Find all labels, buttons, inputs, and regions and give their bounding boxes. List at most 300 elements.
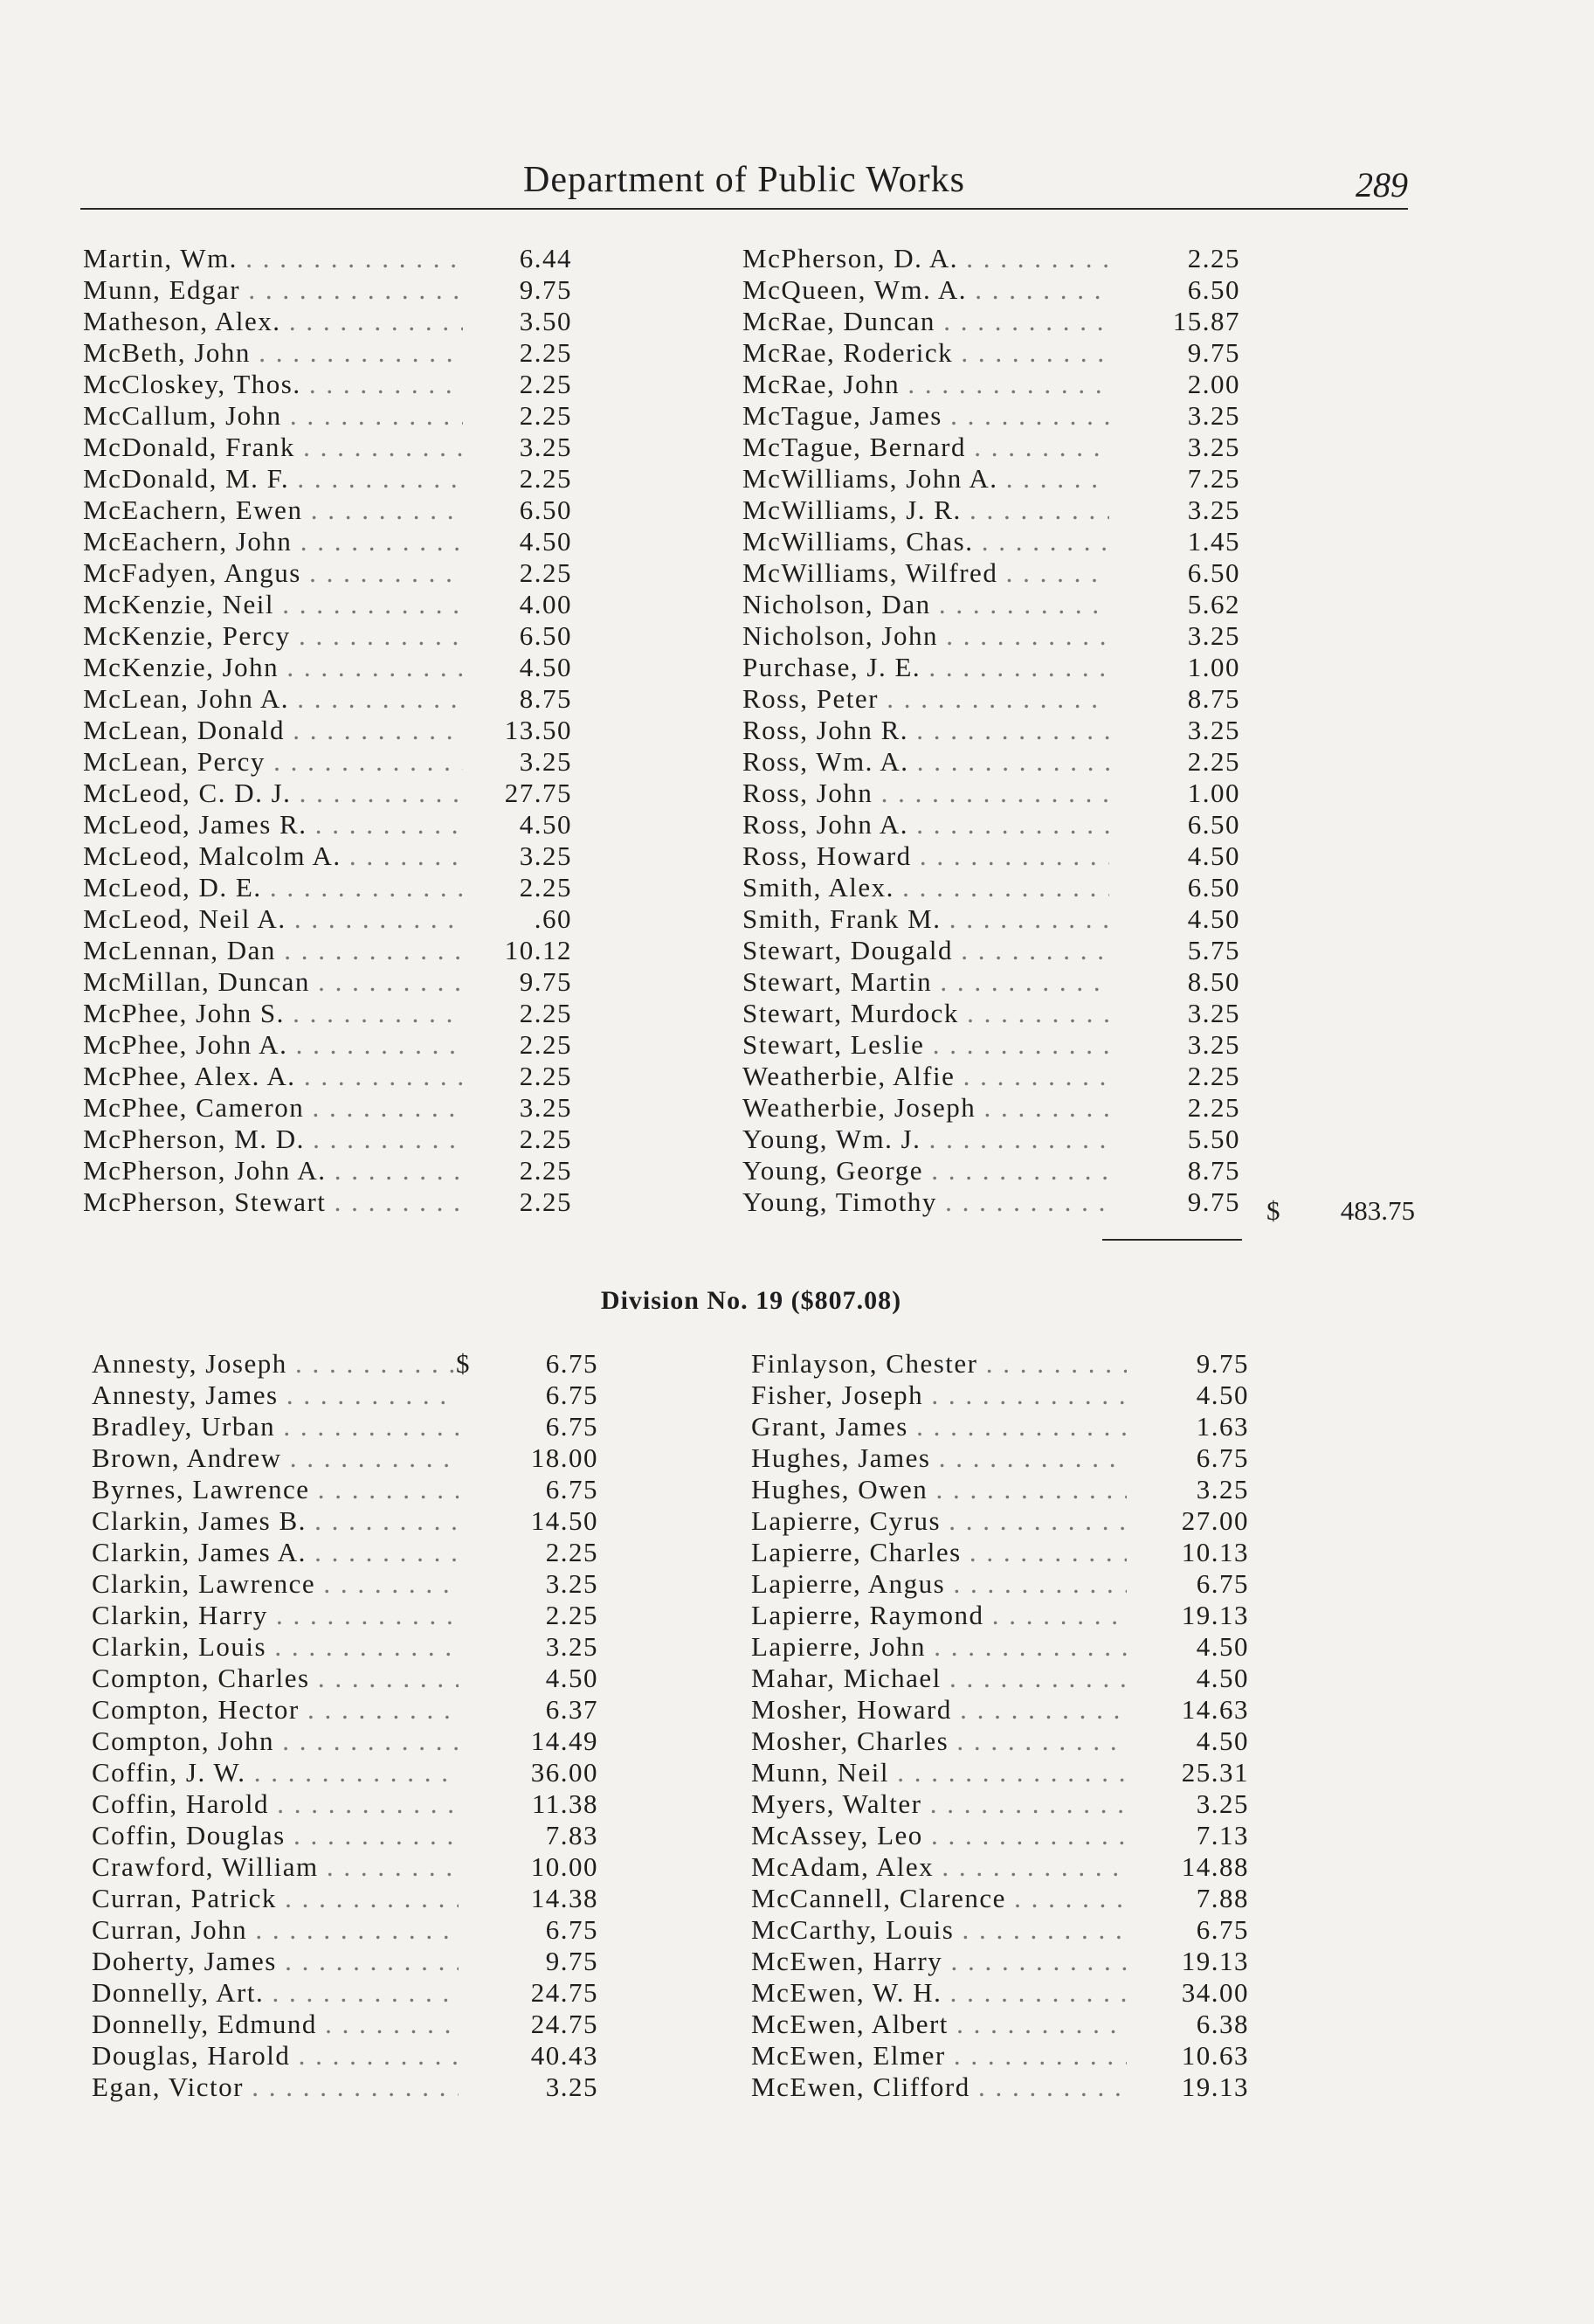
payment-amount: 1.45 bbox=[1187, 526, 1240, 557]
ledger-row bbox=[742, 966, 1240, 998]
ledger-row bbox=[83, 400, 572, 432]
ledger-row bbox=[751, 1348, 1258, 1380]
payroll-column-bottom-left bbox=[92, 1348, 598, 2103]
payment-amount: 2.25 bbox=[519, 337, 572, 368]
payee-name: Clarkin, Louis . . . bbox=[92, 1631, 459, 1663]
payee-name: McLeod, James R. . . . bbox=[83, 809, 463, 840]
payment-amount: 3.25 bbox=[545, 2072, 598, 2102]
ledger-row bbox=[742, 495, 1240, 526]
payee-name: Hughes, Owen . . . bbox=[751, 1474, 1127, 1505]
payment-amount: 4.00 bbox=[519, 589, 572, 619]
payment-amount: 7.25 bbox=[1187, 463, 1240, 494]
payment-amount: 6.75 bbox=[1196, 1568, 1249, 1599]
ledger-row bbox=[742, 715, 1240, 746]
payee-name: Curran, John . . . bbox=[92, 1914, 459, 1946]
ledger-row bbox=[92, 1600, 598, 1631]
ledger-row bbox=[742, 1029, 1240, 1061]
payment-amount: 8.75 bbox=[519, 683, 572, 714]
payee-name: McLennan, Dan . . . bbox=[83, 935, 463, 966]
ledger-row bbox=[742, 903, 1240, 935]
payee-name: McKenzie, Neil . . . bbox=[83, 589, 463, 620]
payment-amount: 18.00 bbox=[530, 1442, 598, 1473]
payee-name: McCloskey, Thos. . . . bbox=[83, 369, 463, 400]
payment-amount: 2.25 bbox=[545, 1600, 598, 1630]
payee-name: Ross, John A. . . . bbox=[742, 809, 1109, 840]
payment-amount: 4.50 bbox=[1187, 903, 1240, 934]
payment-amount: 9.75 bbox=[1196, 1348, 1249, 1379]
payment-amount: 5.50 bbox=[1187, 1124, 1240, 1154]
ledger-row bbox=[751, 1977, 1258, 2009]
ledger-row bbox=[751, 1380, 1258, 1411]
payee-name: Doherty, James . . . bbox=[92, 1946, 459, 1977]
ledger-row bbox=[742, 840, 1240, 872]
payee-name: McWilliams, John A. . . . bbox=[742, 463, 1109, 495]
payee-name: Purchase, J. E. . . . bbox=[742, 652, 1109, 683]
ledger-row bbox=[83, 746, 572, 778]
ledger-row bbox=[83, 463, 572, 495]
payee-name: McCallum, John . . . bbox=[83, 400, 463, 432]
payee-name: Smith, Alex. . . . bbox=[742, 872, 1109, 903]
payment-amount: 36.00 bbox=[530, 1757, 598, 1788]
payee-name: McLeod, Neil A. . . . bbox=[83, 903, 463, 935]
ledger-row bbox=[742, 557, 1240, 589]
payroll-column-top-right bbox=[742, 243, 1240, 1218]
ledger-row bbox=[92, 1883, 598, 1914]
ledger-row bbox=[92, 1568, 598, 1600]
payment-amount: 2.25 bbox=[519, 557, 572, 588]
ledger-row bbox=[92, 1977, 598, 2009]
payment-amount: 6.75 bbox=[1196, 1914, 1249, 1945]
ledger-row bbox=[742, 432, 1240, 463]
payee-name: McDonald, Frank . . . bbox=[83, 432, 463, 463]
payee-name: Stewart, Martin . . . bbox=[742, 966, 1109, 998]
payee-name: Clarkin, Lawrence . . . bbox=[92, 1568, 459, 1600]
payee-name: McMillan, Duncan . . . bbox=[83, 966, 463, 998]
payee-name: Fisher, Joseph . . . bbox=[751, 1380, 1127, 1411]
payee-name: McLeod, D. E. . . . bbox=[83, 872, 463, 903]
payment-amount: 27.75 bbox=[504, 778, 572, 808]
page-number: 289 bbox=[1356, 165, 1408, 204]
payee-name: Finlayson, Chester . . . bbox=[751, 1348, 1127, 1380]
payee-name: McEwen, Elmer . . . bbox=[751, 2040, 1127, 2072]
payee-name: McAdam, Alex . . . bbox=[751, 1851, 1127, 1883]
payment-amount: 5.62 bbox=[1187, 589, 1240, 619]
payment-amount: 2.25 bbox=[1187, 746, 1240, 777]
ledger-row bbox=[92, 1757, 598, 1788]
payee-name: McLean, Percy . . . bbox=[83, 746, 463, 778]
ledger-row bbox=[83, 1186, 572, 1218]
ledger-row bbox=[742, 998, 1240, 1029]
ledger-row bbox=[83, 589, 572, 620]
ledger-row bbox=[83, 809, 572, 840]
ledger-row bbox=[742, 1092, 1240, 1124]
payee-name: Brown, Andrew . . . bbox=[92, 1442, 459, 1474]
payee-name: Egan, Victor . . . bbox=[92, 2072, 459, 2103]
ledger-row bbox=[751, 1694, 1258, 1726]
payment-amount: 2.25 bbox=[519, 463, 572, 494]
payee-name: McLeod, Malcolm A. . . . bbox=[83, 840, 463, 872]
payee-name: Lapierre, John . . . bbox=[751, 1631, 1127, 1663]
ledger-row bbox=[83, 526, 572, 557]
payment-amount: 10.63 bbox=[1181, 2040, 1249, 2071]
payment-amount: 14.88 bbox=[1181, 1851, 1249, 1882]
payee-name: Ross, Peter . . . bbox=[742, 683, 1109, 715]
page-title: Department of Public Works bbox=[523, 160, 965, 200]
ledger-row bbox=[742, 463, 1240, 495]
ledger-row bbox=[83, 652, 572, 683]
payment-amount: 7.83 bbox=[545, 1820, 598, 1850]
payment-amount: 13.50 bbox=[504, 715, 572, 745]
payee-name: Mosher, Howard . . . bbox=[751, 1694, 1127, 1726]
payment-amount: 3.25 bbox=[519, 1092, 572, 1123]
ledger-row bbox=[742, 683, 1240, 715]
payment-amount: 3.25 bbox=[1187, 998, 1240, 1028]
ledger-row bbox=[751, 1474, 1258, 1505]
payment-amount: 3.50 bbox=[519, 306, 572, 336]
ledger-row bbox=[83, 1061, 572, 1092]
payee-name: McRae, Duncan . . . bbox=[742, 306, 1109, 337]
payment-amount: 2.00 bbox=[1187, 369, 1240, 399]
payee-name: McDonald, M. F. . . . bbox=[83, 463, 463, 495]
payment-amount: 4.50 bbox=[1187, 840, 1240, 871]
payment-amount: 9.75 bbox=[519, 274, 572, 305]
ledger-row bbox=[92, 1505, 598, 1537]
payment-amount: 4.50 bbox=[545, 1663, 598, 1693]
payee-name: Matheson, Alex. . . . bbox=[83, 306, 463, 337]
payee-name: Grant, James . . . bbox=[751, 1411, 1127, 1442]
payment-amount: 4.50 bbox=[1196, 1631, 1249, 1662]
payment-amount: 6.75 bbox=[545, 1474, 598, 1504]
payee-name: McEwen, Albert . . . bbox=[751, 2009, 1127, 2040]
payment-amount: 8.50 bbox=[1187, 966, 1240, 997]
ledger-row bbox=[83, 1124, 572, 1155]
payment-amount: 19.13 bbox=[1181, 1600, 1249, 1630]
payment-amount: 1.63 bbox=[1196, 1411, 1249, 1442]
ledger-row bbox=[742, 526, 1240, 557]
ledger-row bbox=[742, 1155, 1240, 1186]
payment-amount: 6.38 bbox=[1196, 2009, 1249, 2039]
payee-name: Compton, John . . . bbox=[92, 1726, 459, 1757]
payee-name: Ross, John R. . . . bbox=[742, 715, 1109, 746]
payee-name: Stewart, Murdock . . . bbox=[742, 998, 1109, 1029]
ledger-row bbox=[751, 1631, 1258, 1663]
payment-amount: 4.50 bbox=[519, 652, 572, 682]
payee-name: Clarkin, James A. . . . bbox=[92, 1537, 459, 1568]
ledger-row bbox=[83, 840, 572, 872]
payment-amount: 4.50 bbox=[1196, 1380, 1249, 1410]
ledger-row bbox=[92, 1851, 598, 1883]
ledger-row bbox=[83, 306, 572, 337]
ledger-row bbox=[92, 2072, 598, 2103]
payee-name: McTague, James . . . bbox=[742, 400, 1109, 432]
payee-name: Coffin, Harold . . . bbox=[92, 1788, 459, 1820]
ledger-row bbox=[751, 1788, 1258, 1820]
ledger-row bbox=[92, 1474, 598, 1505]
payment-amount: 3.25 bbox=[519, 432, 572, 462]
payee-name: McPhee, Alex. A. . . . bbox=[83, 1061, 463, 1092]
payment-amount: 3.25 bbox=[1187, 715, 1240, 745]
payment-amount: 4.50 bbox=[519, 809, 572, 840]
payee-name: McPhee, John A. . . . bbox=[83, 1029, 463, 1061]
payee-name: Lapierre, Charles . . . bbox=[751, 1537, 1127, 1568]
payee-name: Coffin, Douglas . . . bbox=[92, 1820, 459, 1851]
ledger-row bbox=[92, 1663, 598, 1694]
payment-amount: 40.43 bbox=[530, 2040, 598, 2071]
payee-name: Clarkin, Harry . . . bbox=[92, 1600, 459, 1631]
ledger-row bbox=[751, 1663, 1258, 1694]
payee-name: McEwen, Clifford . . . bbox=[751, 2072, 1127, 2103]
payment-amount: 3.25 bbox=[1187, 1029, 1240, 1060]
payment-amount: 6.50 bbox=[1187, 557, 1240, 588]
payee-name: Lapierre, Angus . . . bbox=[751, 1568, 1127, 1600]
payment-amount: 7.13 bbox=[1196, 1820, 1249, 1850]
ledger-row bbox=[751, 1820, 1258, 1851]
payment-amount: 3.25 bbox=[1187, 432, 1240, 462]
ledger-row bbox=[751, 1568, 1258, 1600]
payee-name: Stewart, Leslie . . . bbox=[742, 1029, 1109, 1061]
payment-amount: 14.38 bbox=[530, 1883, 598, 1913]
payee-name: McBeth, John . . . bbox=[83, 337, 463, 369]
total-currency: $ bbox=[1266, 1195, 1280, 1226]
payment-amount: 6.50 bbox=[1187, 809, 1240, 840]
payee-name: McWilliams, Chas. . . . bbox=[742, 526, 1109, 557]
payment-amount: 24.75 bbox=[530, 2009, 598, 2039]
payment-amount: 2.25 bbox=[519, 1186, 572, 1217]
ledger-row bbox=[742, 652, 1240, 683]
payee-name: McEwen, Harry . . . bbox=[751, 1946, 1127, 1977]
ledger-row bbox=[83, 935, 572, 966]
ledger-row bbox=[742, 337, 1240, 369]
payee-name: McWilliams, Wilfred . . . bbox=[742, 557, 1109, 589]
ledger-row bbox=[742, 1186, 1240, 1218]
ledger-row bbox=[742, 872, 1240, 903]
ledger-row bbox=[92, 1380, 598, 1411]
payment-amount: 2.25 bbox=[519, 1155, 572, 1186]
payment-amount: .60 bbox=[534, 903, 572, 934]
payment-amount: 2.25 bbox=[1187, 1092, 1240, 1123]
ledger-row bbox=[751, 1537, 1258, 1568]
payment-amount: 2.25 bbox=[519, 1124, 572, 1154]
payment-amount: 6.50 bbox=[519, 620, 572, 651]
payment-amount: 27.00 bbox=[1181, 1505, 1249, 1536]
payee-name: McFadyen, Angus . . . bbox=[83, 557, 463, 589]
payee-name: Curran, Patrick . . . bbox=[92, 1883, 459, 1914]
payment-amount: 6.44 bbox=[519, 243, 572, 273]
ledger-row bbox=[742, 400, 1240, 432]
payee-name: Lapierre, Raymond . . . bbox=[751, 1600, 1127, 1631]
payee-name: McKenzie, Percy . . . bbox=[83, 620, 463, 652]
payee-name: Nicholson, Dan . . . bbox=[742, 589, 1109, 620]
payment-amount: 8.75 bbox=[1187, 683, 1240, 714]
payee-name: Smith, Frank M. . . . bbox=[742, 903, 1109, 935]
payment-amount: 14.63 bbox=[1181, 1694, 1249, 1725]
payment-amount: 6.75 bbox=[545, 1348, 598, 1379]
payee-name: McPherson, M. D. . . . bbox=[83, 1124, 463, 1155]
payee-name: Weatherbie, Alfie . . . bbox=[742, 1061, 1109, 1092]
payment-amount: 1.00 bbox=[1187, 652, 1240, 682]
ledger-row bbox=[751, 2072, 1258, 2103]
payment-amount: 2.25 bbox=[519, 998, 572, 1028]
ledger-row bbox=[742, 809, 1240, 840]
payment-amount: 6.37 bbox=[545, 1694, 598, 1725]
payee-name: Compton, Charles . . . bbox=[92, 1663, 459, 1694]
payee-name: Crawford, William . . . bbox=[92, 1851, 459, 1883]
payment-amount: 2.25 bbox=[519, 1029, 572, 1060]
ledger-row bbox=[83, 778, 572, 809]
ledger-row bbox=[92, 1537, 598, 1568]
payee-name: McLean, John A. . . . bbox=[83, 683, 463, 715]
payment-amount: 3.25 bbox=[1187, 620, 1240, 651]
payee-name: McTague, Bernard . . . bbox=[742, 432, 1109, 463]
payee-name: McPherson, Stewart . . . bbox=[83, 1186, 463, 1218]
ledger-row bbox=[92, 1726, 598, 1757]
payee-name: Martin, Wm. . . . bbox=[83, 243, 463, 274]
payment-amount: 9.75 bbox=[1187, 1186, 1240, 1217]
payment-amount: 2.25 bbox=[519, 400, 572, 431]
payee-name: Compton, Hector . . . bbox=[92, 1694, 459, 1726]
ledger-row bbox=[751, 1851, 1258, 1883]
payment-amount: 10.13 bbox=[1181, 1537, 1249, 1567]
payee-name: Annesty, Joseph . . . bbox=[92, 1348, 459, 1380]
payee-name: McEachern, Ewen . . . bbox=[83, 495, 463, 526]
payee-name: Nicholson, John . . . bbox=[742, 620, 1109, 652]
payee-name: McCannell, Clarence . . . bbox=[751, 1883, 1127, 1914]
payee-name: McCarthy, Louis . . . bbox=[751, 1914, 1127, 1946]
payee-name: McWilliams, J. R. . . . bbox=[742, 495, 1109, 526]
ledger-row bbox=[742, 778, 1240, 809]
currency-marker: $ bbox=[456, 1348, 470, 1379]
payment-amount: 6.75 bbox=[545, 1380, 598, 1410]
ledger-row bbox=[83, 1155, 572, 1186]
payee-name: Lapierre, Cyrus . . . bbox=[751, 1505, 1127, 1537]
payment-amount: 2.25 bbox=[1187, 243, 1240, 273]
ledger-row bbox=[83, 872, 572, 903]
payment-amount: 6.50 bbox=[519, 495, 572, 525]
ledger-row bbox=[92, 1788, 598, 1820]
ledger-row bbox=[742, 1124, 1240, 1155]
payee-name: Ross, John . . . bbox=[742, 778, 1109, 809]
payment-amount: 3.25 bbox=[1196, 1474, 1249, 1504]
payee-name: Bradley, Urban . . . bbox=[92, 1411, 459, 1442]
payment-amount: 15.87 bbox=[1172, 306, 1240, 336]
ledger-row bbox=[83, 274, 572, 306]
payee-name: Annesty, James . . . bbox=[92, 1380, 459, 1411]
payee-name: Byrnes, Lawrence . . . bbox=[92, 1474, 459, 1505]
ledger-row bbox=[83, 432, 572, 463]
ledger-row bbox=[83, 903, 572, 935]
payee-name: Young, Wm. J. . . . bbox=[742, 1124, 1109, 1155]
payment-amount: 11.38 bbox=[531, 1788, 598, 1819]
payee-name: Hughes, James . . . bbox=[751, 1442, 1127, 1474]
payment-amount: 6.75 bbox=[545, 1411, 598, 1442]
payee-name: McRae, John . . . bbox=[742, 369, 1109, 400]
payee-name: McQueen, Wm. A. . . . bbox=[742, 274, 1109, 306]
ledger-row bbox=[751, 2040, 1258, 2072]
ledger-row bbox=[83, 495, 572, 526]
payment-amount: 19.13 bbox=[1181, 2072, 1249, 2102]
ledger-row bbox=[92, 2040, 598, 2072]
ledger-row bbox=[83, 998, 572, 1029]
ledger-row bbox=[92, 1442, 598, 1474]
ledger-row bbox=[742, 746, 1240, 778]
payee-name: Clarkin, James B. . . . bbox=[92, 1505, 459, 1537]
ledger-row bbox=[742, 1061, 1240, 1092]
payee-name: Young, Timothy . . . bbox=[742, 1186, 1109, 1218]
ledger-row bbox=[92, 1348, 598, 1380]
payment-amount: 3.25 bbox=[519, 840, 572, 871]
payment-amount: 3.25 bbox=[1187, 400, 1240, 431]
payee-name: Mosher, Charles . . . bbox=[751, 1726, 1127, 1757]
ledger-row bbox=[92, 1631, 598, 1663]
payee-name: McEachern, John . . . bbox=[83, 526, 463, 557]
payment-amount: 6.75 bbox=[1196, 1442, 1249, 1473]
ledger-row bbox=[751, 1757, 1258, 1788]
payee-name: Coffin, J. W. . . . bbox=[92, 1757, 459, 1788]
payment-amount: 10.00 bbox=[530, 1851, 598, 1882]
payment-amount: 6.75 bbox=[545, 1914, 598, 1945]
ledger-row bbox=[751, 1442, 1258, 1474]
payee-name: Munn, Neil . . . bbox=[751, 1757, 1127, 1788]
ledger-row bbox=[751, 1883, 1258, 1914]
payment-amount: 2.25 bbox=[1187, 1061, 1240, 1091]
payroll-column-top-left bbox=[83, 243, 572, 1218]
ledger-row bbox=[751, 2009, 1258, 2040]
ledger-row bbox=[83, 1029, 572, 1061]
ledger-row bbox=[751, 1946, 1258, 1977]
ledger-row bbox=[83, 715, 572, 746]
payee-name: McLeod, C. D. J. . . . bbox=[83, 778, 463, 809]
payee-name: McKenzie, John . . . bbox=[83, 652, 463, 683]
payee-name: Myers, Walter . . . bbox=[751, 1788, 1127, 1820]
payment-amount: 9.75 bbox=[519, 966, 572, 997]
payment-amount: 1.00 bbox=[1187, 778, 1240, 808]
payment-amount: 24.75 bbox=[530, 1977, 598, 2008]
payment-amount: 3.25 bbox=[1196, 1788, 1249, 1819]
ledger-row bbox=[83, 369, 572, 400]
payment-amount: 9.75 bbox=[1187, 337, 1240, 368]
payment-amount: 14.49 bbox=[530, 1726, 598, 1756]
payee-name: Stewart, Dougald . . . bbox=[742, 935, 1109, 966]
payee-name: Young, George . . . bbox=[742, 1155, 1109, 1186]
payee-name: McAssey, Leo . . . bbox=[751, 1820, 1127, 1851]
payment-amount: 7.88 bbox=[1196, 1883, 1249, 1913]
ledger-row bbox=[92, 1694, 598, 1726]
ledger-row bbox=[83, 1092, 572, 1124]
payment-amount: 14.50 bbox=[530, 1505, 598, 1536]
ledger-row bbox=[751, 1914, 1258, 1946]
payment-amount: 4.50 bbox=[1196, 1663, 1249, 1693]
ledger-row bbox=[92, 1820, 598, 1851]
payee-name: McRae, Roderick . . . bbox=[742, 337, 1109, 369]
payment-amount: 2.25 bbox=[519, 872, 572, 903]
payment-amount: 6.50 bbox=[1187, 274, 1240, 305]
ledger-row bbox=[83, 337, 572, 369]
payee-name: Ross, Wm. A. . . . bbox=[742, 746, 1109, 778]
payment-amount: 34.00 bbox=[1181, 1977, 1249, 2008]
payment-amount: 10.12 bbox=[504, 935, 572, 965]
ledger-row bbox=[742, 306, 1240, 337]
payee-name: McPherson, D. A. . . . bbox=[742, 243, 1109, 274]
payroll-column-bottom-right bbox=[751, 1348, 1258, 2103]
payment-amount: 2.25 bbox=[519, 1061, 572, 1091]
payment-amount: 8.75 bbox=[1187, 1155, 1240, 1186]
ledger-row bbox=[83, 683, 572, 715]
ledger-row bbox=[83, 243, 572, 274]
payment-amount: 4.50 bbox=[519, 526, 572, 557]
payment-amount: 4.50 bbox=[1196, 1726, 1249, 1756]
ledger-row bbox=[83, 620, 572, 652]
payment-amount: 9.75 bbox=[545, 1946, 598, 1976]
